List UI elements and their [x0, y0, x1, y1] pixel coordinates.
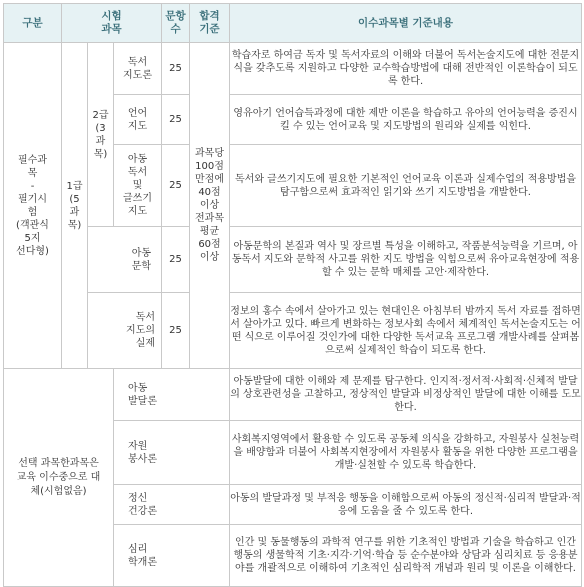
header-subject: 시험 과목 — [62, 4, 162, 43]
subject-description: 아동발달에 대한 이해와 제 문제를 탐구한다. 인지적·정서적·사회적·신체적 발달의 상호관련성을 고찰하고, 정상적인 발달과 비정상적인 발달에 대한 이해를 도모한다. — [230, 369, 582, 421]
question-count: 25 — [162, 95, 190, 145]
subject-description: 정보의 홍수 속에서 살아가고 있는 현대인은 아침부터 밤까지 독서 자료를 접하면서 살아가고 있다. 빠르게 변화하는 정보사회 속에서 체계적인 독서논술지도는 어떤 식으로 이루어질 것인가에 대한 다양한 독서교육 프로그램 개발사례를 살펴봄으로써 실제적인 학습이 되도록 한다. — [230, 293, 582, 369]
subject-description: 학습자로 하여금 독자 및 독서자료의 이해와 더불어 독서논술지도에 대한 전문지식을 갖추도록 지원하고 다양한 교수학습방법에 대해 전반적인 이론학습이 되도록 한다. — [230, 43, 582, 95]
subject-name: 자원 봉사론 — [114, 421, 230, 485]
elective-category: 선택 과목한과목은 교육 이수중으로 대 체(시험없음) — [4, 369, 114, 587]
subject-name: 언어 지도 — [114, 95, 162, 145]
subject-name: 정신 건강론 — [114, 485, 230, 525]
subject-name: 심리 학개론 — [114, 525, 230, 587]
header-row — [4, 4, 582, 43]
subject-description: 독서와 글쓰기지도에 필요한 기본적인 언어교육 이론과 실제수업의 적용방법을 탐구함으로써 효과적인 읽기와 쓰기 지도방법을 개발한다. — [230, 145, 582, 227]
header-category: 구분 — [4, 4, 62, 43]
curriculum-table — [3, 3, 582, 587]
subject-name: 아동 발달론 — [114, 369, 230, 421]
header-description: 이수과목별 기준내용 — [230, 4, 582, 43]
pass-criteria: 과목당 100점 만점에 40점 이상 전과목 평균 60점 이상 — [190, 43, 230, 369]
header-question-count: 문항 수 — [162, 4, 190, 43]
header-pass-criteria: 합격 기준 — [190, 4, 230, 43]
subject-name: 독서 지도의 실제 — [88, 293, 162, 369]
table-row — [4, 293, 582, 369]
subject-name: 아동 문학 — [88, 227, 162, 293]
subject-description: 영유아기 언어습득과정에 대한 제반 이론을 학습하고 유아의 언어능력을 증진시킬 수 있는 언어교육 및 지도방법의 원리와 실제를 익힌다. — [230, 95, 582, 145]
subject-name: 독서 지도론 — [114, 43, 162, 95]
grade2-label: 2급 (3 과 목) — [88, 43, 114, 227]
question-count: 25 — [162, 145, 190, 227]
question-count: 25 — [162, 293, 190, 369]
required-category: 필수과 목 - 필기시 험 (객관식 5지 선다형) — [4, 43, 62, 369]
subject-description: 인간 및 동물행동의 과학적 연구를 위한 기초적인 방법과 기술을 학습하고 인간 행동의 생물학적 기초·지각·기억·학습 등 순수분야와 상담과 심리치료 등 응용분야를 개괄적으로 이해하여 기초적인 심리학적 개념과 원리 및 이론을 이해한다. — [230, 525, 582, 587]
subject-description: 사회복지영역에서 활용할 수 있도록 공동체 의식을 강화하고, 자원봉사 실천능력을 배양함과 더불어 사회복지현장에서 자원봉사 활동을 위한 다양한 프로그램을 개발·실천할 수 있도록 학습한다. — [230, 421, 582, 485]
question-count: 25 — [162, 43, 190, 95]
subject-description: 아동의 발달과정 및 부적응 행동을 이해함으로써 아동의 정신적·심리적 발달과·적응에 도움을 줄 수 있도록 한다. — [230, 485, 582, 525]
table-row — [4, 43, 582, 95]
subject-description: 아동문학의 본질과 역사 및 장르별 특성을 이해하고, 작품분석능력을 기르며, 아동독서 지도와 문학적 사고를 위한 지도 방법을 익힘으로써 유아교육현장에 적용할 수 있는 문학 매체를 고안·제작한다. — [230, 227, 582, 293]
table-row — [4, 227, 582, 293]
grade1-label: 1급 (5 과 목) — [62, 43, 88, 369]
subject-name: 아동 독서 및 글쓰기 지도 — [114, 145, 162, 227]
table-row — [4, 369, 582, 421]
question-count: 25 — [162, 227, 190, 293]
